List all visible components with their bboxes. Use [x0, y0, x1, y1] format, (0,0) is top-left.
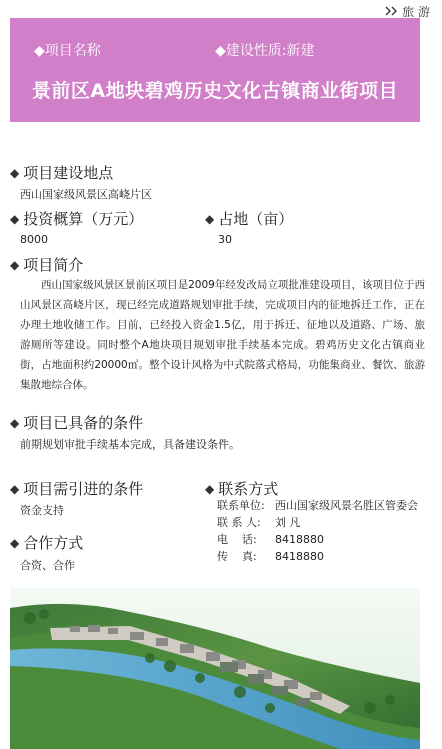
contact-fax-value: 8418880	[275, 550, 324, 563]
cooperation-heading	[10, 532, 83, 553]
intro-heading-text: 项目简介	[23, 256, 84, 274]
contact-phone-label: 电 话:	[217, 533, 257, 546]
needs-heading	[10, 478, 143, 499]
investment-value: 8000	[20, 233, 48, 246]
diamond-icon: ◆	[10, 415, 20, 430]
needs-heading-text: 项目需引进的条件	[23, 480, 144, 498]
contact-person-label: 联 系 人:	[217, 516, 261, 529]
location-value: 西山国家级风景区高峣片区	[20, 188, 152, 201]
diamond-icon: ◆	[205, 211, 215, 226]
diamond-icon: ◆	[205, 481, 215, 496]
contact-details	[217, 497, 418, 565]
aerial-rendering-image	[10, 588, 420, 749]
contact-person-value: 刘 凡	[275, 516, 301, 529]
conditions-heading-text: 项目已具备的条件	[23, 414, 144, 432]
land-value: 30	[218, 233, 232, 246]
contact-heading-text: 联系方式	[218, 480, 279, 498]
investment-heading	[10, 208, 143, 229]
project-name-label: ◆项目名称	[34, 43, 101, 59]
contact-unit-label: 联系单位:	[217, 499, 265, 512]
double-chevron-right-icon	[385, 6, 399, 16]
conditions-heading	[10, 412, 143, 433]
diamond-icon: ◆	[10, 165, 20, 180]
contact-phone-value: 8418880	[275, 533, 324, 546]
diamond-icon: ◆	[10, 257, 20, 272]
location-heading-text: 项目建设地点	[23, 164, 114, 182]
conditions-value: 前期规划审批手续基本完成，具备建设条件。	[20, 438, 240, 451]
cooperation-value: 合资、合作	[20, 559, 75, 572]
contact-unit-value: 西山国家级风景名胜区管委会	[275, 499, 418, 512]
land-heading	[205, 208, 293, 229]
diamond-icon: ◆	[10, 535, 20, 550]
diamond-icon: ◆	[10, 211, 20, 226]
cooperation-heading-text: 合作方式	[23, 534, 84, 552]
contact-row-phone	[217, 531, 418, 548]
diamond-icon: ◆	[10, 481, 20, 496]
title-banner	[10, 18, 420, 122]
contact-heading	[205, 478, 278, 499]
intro-paragraph: 西山国家级风景区景前区项目是2009年经发改局立项批准建设项目，该项目位于西山风景区高峣片区，现已经完成道路规划审批手续，完成项目内的征地拆迁工作，正在办理土地收储工作。目前，已经投入资金1.5亿，用于拆迁、征地以及道路、广场、旅游厕所等建设。同时整个A地块项目规划审批手续基本完成。碧鸡历史文化古镇商业街，占地面积约20000㎡。整个设计风格为中式院落式格局，功能集商业、餐饮、旅游集散地综合体。	[20, 279, 425, 391]
land-heading-text: 占地（亩）	[218, 210, 294, 228]
location-heading	[10, 162, 113, 183]
contact-fax-label: 传 真:	[217, 550, 257, 563]
construction-nature-label: ◆建设性质:新建	[215, 43, 315, 59]
investment-heading-text: 投资概算（万元）	[23, 210, 144, 228]
needs-value: 资金支持	[20, 504, 64, 517]
contact-row-fax	[217, 548, 418, 565]
contact-row-person	[217, 514, 418, 531]
contact-row-unit	[217, 497, 418, 514]
intro-heading	[10, 254, 83, 275]
nav-label: 旅 游	[402, 4, 430, 19]
project-title: 景前区A地块碧鸡历史文化古镇商业街项目	[31, 80, 399, 102]
